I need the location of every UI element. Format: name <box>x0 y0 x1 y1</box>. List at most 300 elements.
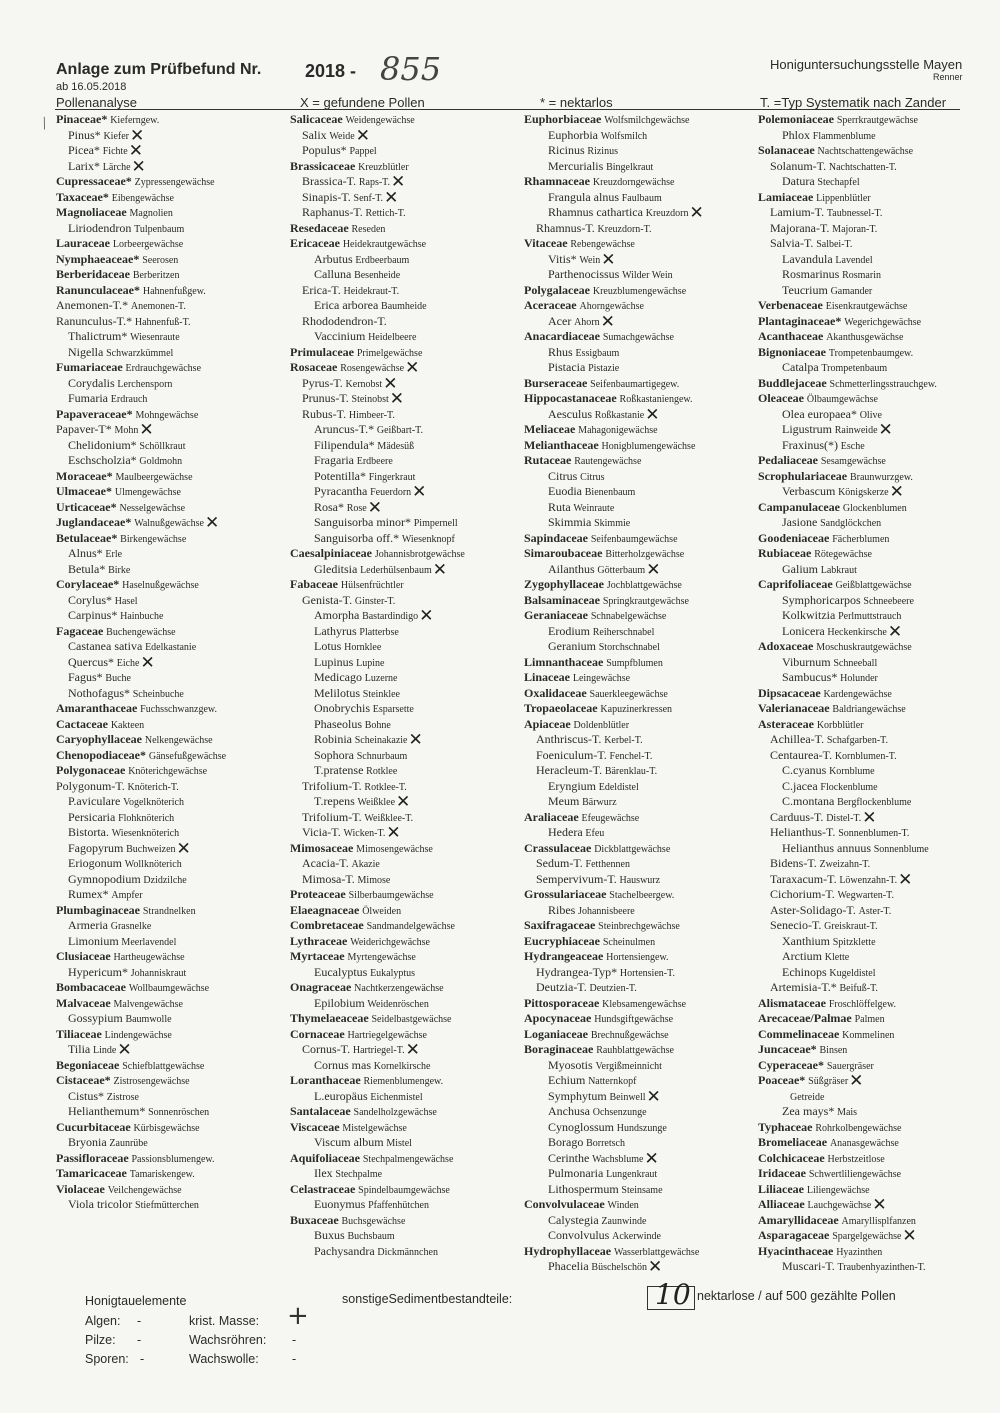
family-entry <box>524 453 759 469</box>
taxon-german-name: Nachtschattengewächse <box>817 146 914 157</box>
taxon-entry <box>758 283 993 299</box>
taxon-german-name: Götterbaum <box>597 564 646 576</box>
taxon-entry <box>290 515 525 531</box>
taxon-entry <box>290 482 525 503</box>
taxon-latin-name: Genista-T. <box>302 592 353 607</box>
taxon-latin-name: Acacia-T. <box>302 856 349 870</box>
taxon-entry <box>290 143 525 159</box>
family-entry <box>290 1104 525 1120</box>
taxon-german-name: Lippenblütler <box>816 192 871 204</box>
taxon-german-name: Kardengewächse <box>823 688 892 700</box>
taxon-entry <box>524 203 759 224</box>
taxon-german-name: Deutzien-T. <box>589 983 637 994</box>
taxon-latin-name: Cucurbitaceae <box>56 1119 131 1134</box>
taxon-german-name: Traubenhyazinthen-T. <box>837 1262 926 1273</box>
taxon-german-name: Akanthusgewächse <box>826 332 904 343</box>
taxon-entry <box>758 887 993 903</box>
taxon-latin-name: Iridaceae <box>758 1166 806 1180</box>
taxon-entry <box>290 1040 525 1061</box>
taxon-german-name: Storchschnabel <box>598 642 660 653</box>
taxon-latin-name: Cupressaceae* <box>56 174 132 188</box>
taxon-latin-name: Jasione <box>782 515 818 529</box>
taxon-german-name: Stechpalmengewächse <box>362 1153 454 1165</box>
taxon-entry <box>758 159 993 175</box>
taxon-german-name: Meerlavendel <box>121 936 177 948</box>
family-entry <box>524 283 759 299</box>
taxon-german-name: Dickmännchen <box>377 1246 438 1258</box>
family-entry <box>758 112 993 128</box>
family-entry <box>56 531 291 547</box>
document-title: Anlage zum Prüfbefund Nr. <box>56 61 262 78</box>
taxon-german-name: Holunder <box>840 673 878 684</box>
taxon-latin-name: Rhamnus-T. <box>536 220 595 235</box>
taxon-latin-name: Liriodendron <box>68 220 132 235</box>
taxon-german-name: Hartriegelgewächse <box>347 1029 427 1041</box>
taxon-entry <box>524 1166 759 1182</box>
taxon-entry <box>758 252 993 268</box>
family-entry <box>290 159 525 175</box>
taxon-latin-name: Alliaceae <box>758 1197 805 1211</box>
taxon-latin-name: Bromeliaceae <box>758 1135 828 1149</box>
taxon-german-name: Spitzklette <box>832 936 876 948</box>
taxon-latin-name: Ligustrum <box>782 422 832 436</box>
taxon-latin-name: Pyracantha <box>314 484 368 498</box>
family-entry <box>56 513 291 534</box>
taxon-german-name: Heckenkirsche <box>827 626 887 638</box>
found-cross-mark: ✕ <box>386 823 401 844</box>
taxon-entry <box>290 422 525 438</box>
taxon-latin-name: Ranunculus-T.* <box>56 313 133 328</box>
found-cross-mark: ✕ <box>887 621 903 642</box>
taxon-latin-name: Pulmonaria <box>548 1166 604 1180</box>
family-entry <box>290 1213 525 1229</box>
taxon-latin-name: Vaccinium <box>314 329 366 343</box>
taxon-german-name: Geißblattgewächse <box>835 580 912 591</box>
taxon-entry <box>290 389 525 410</box>
taxon-entry <box>524 1073 759 1089</box>
taxon-german-name: Weißklee-T. <box>364 812 414 824</box>
taxon-entry <box>758 980 993 996</box>
family-entry <box>758 190 993 206</box>
taxon-latin-name: Buxaceae <box>290 1212 339 1227</box>
taxon-entry <box>758 841 993 857</box>
taxon-latin-name: Pinus* <box>68 127 101 142</box>
found-cross-mark: ✕ <box>139 420 154 441</box>
taxon-german-name: Glockenblumen <box>842 502 907 514</box>
taxon-german-name: Buchweizen <box>126 843 176 855</box>
taxon-entry <box>524 1257 759 1278</box>
taxon-latin-name: Galium <box>782 561 818 576</box>
taxon-german-name: Distel-T. <box>826 812 862 824</box>
taxon-german-name: Hartheugewächse <box>113 952 185 963</box>
taxon-entry <box>290 593 525 609</box>
taxon-german-name: Aster-T. <box>858 905 892 917</box>
taxon-german-name: Weidengewächse <box>345 115 415 126</box>
taxon-entry <box>290 1228 525 1244</box>
taxon-german-name: Wicken-T. <box>343 828 386 839</box>
taxon-entry <box>758 807 993 828</box>
taxon-latin-name: Corydalis <box>68 375 115 390</box>
taxon-german-name: Bastardindigo <box>362 611 419 622</box>
taxon-german-name: Wegwarten-T. <box>837 890 894 901</box>
taxon-latin-name: Juglandaceae* <box>56 515 132 529</box>
taxon-latin-name: Arctium <box>782 949 822 963</box>
taxon-latin-name: Zygophyllaceae <box>524 577 604 591</box>
taxon-latin-name: Solanaceae <box>758 143 815 157</box>
taxon-german-name: Wollbaumgewächse <box>128 983 210 994</box>
taxon-entry <box>524 624 759 640</box>
family-entry <box>758 1120 993 1136</box>
taxon-german-name: Kiefer <box>103 130 129 142</box>
family-entry <box>524 655 759 671</box>
taxon-german-name: Maulbeergewächse <box>115 471 193 483</box>
family-entry <box>290 949 525 965</box>
taxon-german-name: Kreuzblumengewächse <box>592 285 687 297</box>
valid-from-date: ab 16.05.2018 <box>56 81 127 93</box>
taxon-latin-name: Salicaceae <box>290 112 343 126</box>
taxon-entry <box>524 128 759 144</box>
taxon-entry <box>56 298 291 314</box>
family-entry <box>524 298 759 314</box>
taxon-latin-name: Achillea-T. <box>770 732 825 746</box>
family-entry <box>56 1166 291 1182</box>
taxon-latin-name: Buxus <box>314 1228 345 1242</box>
taxon-entry <box>290 283 525 299</box>
taxon-german-name: Schneeball <box>833 657 878 669</box>
family-entry <box>524 1244 759 1260</box>
taxon-latin-name: Ericaceae <box>290 236 340 250</box>
taxon-latin-name: Apiaceae <box>524 716 571 731</box>
taxon-latin-name: Symphoricarpos <box>782 592 861 607</box>
taxon-german-name: Wolfsmilch <box>600 130 648 142</box>
taxon-latin-name: Proteaceae <box>290 887 346 901</box>
family-entry <box>56 283 291 299</box>
taxon-latin-name: Gleditsia <box>314 561 358 576</box>
taxon-latin-name: Poaceae* <box>758 1073 806 1087</box>
taxon-latin-name: Arbutus <box>314 251 353 266</box>
taxon-latin-name: Euodia <box>548 484 582 498</box>
found-cross-mark: ✕ <box>176 838 191 859</box>
taxon-latin-name: Parthenocissus <box>548 267 620 281</box>
family-entry <box>524 546 759 562</box>
taxon-german-name: Bohne <box>364 719 391 731</box>
taxon-german-name: Kreuzdorn <box>645 208 689 219</box>
family-entry <box>56 701 291 717</box>
family-entry <box>758 1195 993 1216</box>
taxon-german-name: Fenchel-T. <box>609 750 653 762</box>
taxon-german-name: Kernobst <box>345 378 383 390</box>
taxon-entry <box>56 156 291 177</box>
taxon-german-name: Efeugewächse <box>581 812 640 824</box>
taxon-latin-name: Begoniaceae <box>56 1057 120 1072</box>
taxon-german-name: Klette <box>824 952 850 963</box>
family-entry <box>290 1120 525 1136</box>
taxon-latin-name: Echium <box>548 1073 586 1087</box>
taxon-entry <box>758 748 993 764</box>
taxon-latin-name: Helianthus-T. <box>770 825 836 839</box>
taxon-german-name: Strandnelken <box>142 905 196 917</box>
taxon-entry <box>758 763 993 779</box>
taxon-entry <box>524 559 759 580</box>
taxon-latin-name: Bistorta. <box>68 825 109 839</box>
taxon-latin-name: Erica-T. <box>302 282 341 297</box>
taxon-latin-name: Geraniaceae <box>524 608 588 622</box>
taxon-entry <box>290 453 525 469</box>
taxon-entry <box>524 249 759 270</box>
taxon-german-name: Sauergräser <box>826 1060 874 1072</box>
taxon-latin-name: Liliaceae <box>758 1181 804 1196</box>
found-cross-mark: ✕ <box>646 559 661 580</box>
taxon-german-name: Mädesüß <box>377 440 415 452</box>
taxon-latin-name: Carduus-T. <box>770 809 824 824</box>
taxon-latin-name: Buddlejaceae <box>758 375 827 390</box>
taxon-entry <box>524 515 759 531</box>
taxon-latin-name: Limonium <box>68 933 119 948</box>
taxon-entry <box>758 174 993 190</box>
family-entry <box>56 174 291 190</box>
taxon-german-name: Süßgräser <box>808 1076 849 1087</box>
taxon-latin-name: Polygalaceae <box>524 282 590 297</box>
taxon-entry <box>56 1089 291 1105</box>
taxon-german-name: Nachtschatten-T. <box>828 161 897 173</box>
taxon-entry <box>290 252 525 268</box>
taxon-latin-name: Taraxacum-T. <box>770 871 837 886</box>
taxon-german-name: Johanniskraut <box>130 967 187 979</box>
family-entry <box>290 112 525 128</box>
taxon-latin-name: Viscaceae <box>290 1119 340 1134</box>
taxon-latin-name: Kolkwitzia <box>782 608 836 622</box>
taxon-entry <box>56 453 291 469</box>
spores-label: Sporen: <box>85 1352 129 1366</box>
taxon-entry <box>524 1182 759 1198</box>
taxon-entry <box>524 856 759 872</box>
family-entry <box>524 670 759 686</box>
taxon-latin-name: Combretaceae <box>290 918 364 932</box>
family-entry <box>758 577 993 593</box>
taxon-german-name: Froschlöffelgew. <box>828 998 897 1010</box>
taxon-entry <box>56 1104 291 1120</box>
taxon-latin-name: Amorpha <box>314 608 360 622</box>
family-entry <box>56 1151 291 1167</box>
fungi-label: Pilze: <box>85 1333 116 1347</box>
taxon-german-name: Dickblattgewächse <box>594 843 671 855</box>
taxon-latin-name: Frangula alnus <box>548 189 619 204</box>
taxon-entry <box>56 608 291 624</box>
family-entry <box>290 546 525 562</box>
taxon-latin-name: Caesalpiniaceae <box>290 546 372 560</box>
taxon-latin-name: Violaceae <box>56 1181 105 1196</box>
taxon-german-name: Lerchensporn <box>117 378 173 390</box>
family-entry <box>524 841 759 857</box>
found-cross-mark: ✕ <box>645 404 660 425</box>
family-entry <box>56 500 291 516</box>
taxon-german-name: Scheinbuche <box>132 688 184 700</box>
taxon-german-name: Brechnußgewächse <box>590 1029 669 1041</box>
handwritten-report-number: 855 <box>380 50 442 88</box>
taxon-latin-name: Loganiaceae <box>524 1026 588 1041</box>
taxon-latin-name: Euphorbiaceae <box>524 112 602 126</box>
family-entry <box>524 1027 759 1043</box>
family-entry <box>524 438 759 454</box>
taxon-latin-name: Symphytum <box>548 1088 607 1103</box>
taxon-german-name: Nelkengewächse <box>144 735 213 746</box>
taxon-german-name: Flammenblume <box>812 130 876 142</box>
taxon-german-name: Mimosengewächse <box>356 843 433 855</box>
taxon-latin-name: Castanea sativa <box>68 639 143 653</box>
taxon-latin-name: C.cyanus <box>782 763 827 777</box>
family-entry <box>56 360 291 376</box>
taxon-latin-name: Araliaceae <box>524 809 579 824</box>
family-entry <box>56 484 291 500</box>
family-entry <box>524 686 759 702</box>
taxon-german-name: Edeldistel <box>598 781 639 793</box>
taxon-german-name: Lungenkraut <box>606 1169 658 1180</box>
family-entry <box>524 329 759 345</box>
taxon-latin-name: Euonymus <box>314 1197 366 1211</box>
taxon-latin-name: Erica arborea <box>314 298 379 312</box>
family-entry <box>290 577 525 593</box>
taxon-latin-name: Aster-Solidago-T. <box>770 902 856 917</box>
taxon-german-name: Heidelbeere <box>368 332 417 343</box>
taxon-german-name: Buchengewächse <box>106 626 176 638</box>
taxon-latin-name: Celastraceae <box>290 1181 356 1196</box>
taxon-latin-name: Polygonaceae <box>56 763 126 777</box>
found-cross-mark: ✕ <box>600 311 615 332</box>
family-entry <box>56 763 291 779</box>
family-entry <box>758 1166 993 1182</box>
taxon-german-name: Himbeer-T. <box>348 409 395 421</box>
family-entry <box>56 267 291 283</box>
found-cross-mark: ✕ <box>646 1086 661 1107</box>
family-entry <box>524 577 759 593</box>
taxon-german-name: Bärwurz <box>582 797 617 808</box>
taxon-german-name: Sauerkleegewächse <box>589 688 668 700</box>
taxon-latin-name: Vitaceae <box>524 236 568 250</box>
taxon-latin-name: Aesculus <box>548 406 592 421</box>
family-entry <box>758 1244 993 1260</box>
family-entry <box>524 996 759 1012</box>
taxon-latin-name: Melianthaceae <box>524 437 599 452</box>
taxon-german-name: Flohknöterich <box>118 812 175 824</box>
taxon-latin-name: Pyrus-T. <box>302 375 343 390</box>
taxon-latin-name: Ribes <box>548 902 576 917</box>
taxon-german-name: Rosengewächse <box>340 363 405 374</box>
taxon-entry <box>758 407 993 423</box>
family-entry <box>758 1058 993 1074</box>
family-entry <box>56 236 291 252</box>
found-cross-mark: ✕ <box>140 652 155 673</box>
taxon-german-name: Seifenbaumartigegew. <box>590 378 680 390</box>
taxon-latin-name: Lonicera <box>782 623 825 638</box>
taxon-german-name: Erle <box>105 549 123 560</box>
taxon-german-name: Winden <box>607 1200 639 1211</box>
taxon-german-name: Bärenklau-T. <box>604 766 658 777</box>
taxon-german-name: Weißklee <box>357 797 396 808</box>
taxon-latin-name: Oleaceae <box>758 391 804 405</box>
taxon-latin-name: Viburnum <box>782 654 831 669</box>
taxon-latin-name: Adoxaceae <box>758 639 814 653</box>
taxon-latin-name: Boraginaceae <box>524 1042 594 1056</box>
taxon-german-name: Hundsgiftgewächse <box>594 1014 674 1025</box>
taxon-entry <box>290 1197 525 1213</box>
taxon-latin-name: Caprifoliaceae <box>758 577 833 591</box>
taxon-german-name: Hundszunge <box>616 1122 667 1134</box>
family-entry <box>758 686 993 702</box>
taxon-german-name: Bingelkraut <box>606 161 654 173</box>
taxon-entry <box>290 172 525 193</box>
taxon-entry <box>290 187 525 208</box>
taxon-german-name: Buche <box>105 673 131 684</box>
found-cross-mark: ✕ <box>405 1040 420 1061</box>
taxon-german-name: Kugeldistel <box>829 967 876 979</box>
taxon-latin-name: Zea mays* <box>782 1104 835 1118</box>
taxon-latin-name: Bombacaceae <box>56 980 126 994</box>
family-entry <box>758 391 993 407</box>
taxon-german-name: Eibengewächse <box>111 192 174 204</box>
taxon-german-name: Feuerdorn <box>370 487 412 498</box>
taxon-latin-name: Resedaceae <box>290 220 349 235</box>
taxon-german-name: Fächerblumen <box>832 533 890 545</box>
taxon-entry <box>524 1120 759 1136</box>
taxon-latin-name: Meliaceae <box>524 422 576 436</box>
taxon-german-name: Seerosen <box>142 254 179 266</box>
taxon-german-name: Luzerne <box>364 673 398 684</box>
taxon-german-name: Knöterichgewächse <box>128 766 208 777</box>
taxon-latin-name: Borago <box>548 1135 584 1149</box>
taxon-german-name: Büschelschön <box>591 1262 647 1273</box>
taxon-german-name: Kieferngew. <box>110 115 160 126</box>
taxon-latin-name: Rosmarinus <box>782 267 840 281</box>
crystal-mass-value: + <box>287 1301 309 1331</box>
taxon-entry <box>524 825 759 841</box>
taxon-entry <box>290 655 525 671</box>
family-entry <box>524 376 759 392</box>
taxon-entry <box>290 314 525 330</box>
taxon-german-name: Hahnenfußgew. <box>142 285 206 297</box>
taxon-german-name: Pappel <box>349 146 377 157</box>
taxon-german-name: Raps-T. <box>358 177 391 188</box>
taxon-entry <box>524 1135 759 1151</box>
taxon-entry <box>524 763 759 779</box>
taxon-entry <box>290 1089 525 1105</box>
taxon-german-name: Johannisbrotgewächse <box>374 549 465 560</box>
taxon-latin-name: Pistacia <box>548 360 586 374</box>
taxon-latin-name: Cynoglossum <box>548 1119 615 1134</box>
taxon-latin-name: Thymelaeaceae <box>290 1011 369 1025</box>
taxon-german-name: Fuchsschwanzgew. <box>140 704 218 715</box>
taxon-latin-name: Trifolium-T. <box>302 809 362 824</box>
taxon-latin-name: Cyperaceae* <box>758 1057 824 1072</box>
taxon-latin-name: Helianthemum* <box>68 1104 146 1118</box>
taxon-latin-name: Catalpa <box>782 360 819 374</box>
taxon-entry <box>524 143 759 159</box>
taxon-german-name: Natternkopf <box>588 1076 637 1087</box>
taxon-german-name: Sonnenröschen <box>148 1107 210 1118</box>
taxon-latin-name: Teucrium <box>782 282 828 297</box>
family-entry <box>758 1213 993 1229</box>
family-entry <box>524 810 759 826</box>
taxon-latin-name: Plantaginaceae* <box>758 313 842 328</box>
taxon-german-name: Mimose <box>357 874 391 886</box>
taxon-latin-name: Hedera <box>548 825 583 839</box>
taxon-german-name: Kreuzdorngewächse <box>592 177 675 188</box>
taxon-german-name: Johannisbeere <box>578 905 635 917</box>
taxon-german-name: Wiesenraute <box>130 332 180 343</box>
taxon-latin-name: C.montana <box>782 794 835 808</box>
family-entry <box>758 469 993 485</box>
taxon-entry <box>56 593 291 609</box>
taxon-german-name: Springkrautgewächse <box>602 595 689 607</box>
